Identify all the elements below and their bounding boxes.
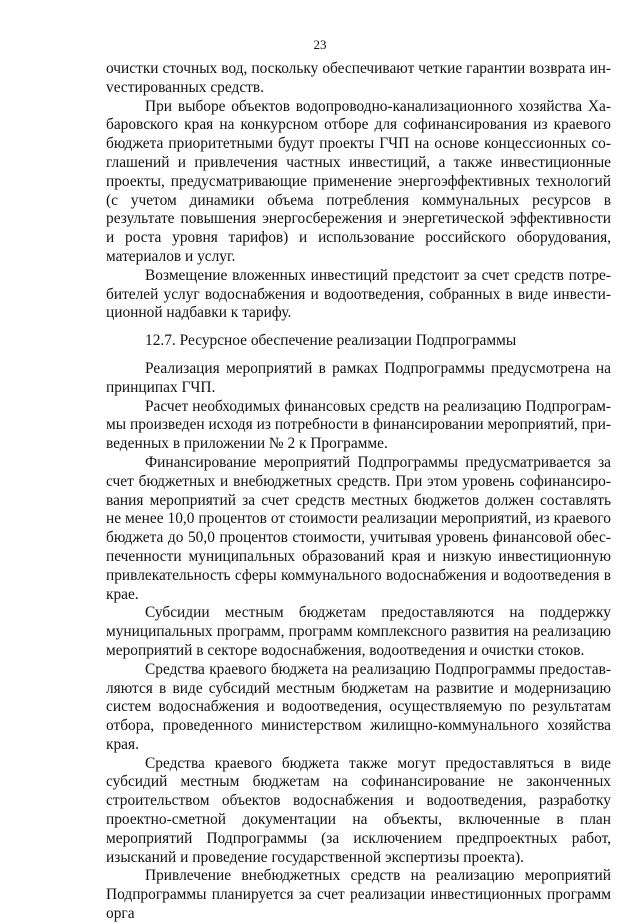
paragraph-investment-recovery: Возмещение вложенных инвестиций предстоит за счет средств потребителей услуг водоснабжения и водоотведения, собранных в виде инвестиционной надбавки к тарифу. <box>106 266 611 322</box>
page-number: 23 <box>313 37 327 52</box>
paragraph-subsidies: Субсидии местным бюджетам предоставляются на поддержку муниципальных программ, программ комплексного развития на реализацию мероприятий в секторе водоснабжения, водоотведения и очистки стоков. <box>106 604 611 659</box>
paragraph-regional-budget: Средства краевого бюджета на реализацию Подпрограммы предоставляются в виде субсидий местным бюджетам на развитие и модернизацию систем водоснабжения и водоотведения, осуществляемую по результатам отбора, проведенного министерством жилищно-коммунального хозяйства края. <box>106 660 611 753</box>
paragraph-cofinancing: Средства краевого бюджета также могут предоставляться в виде субсидий местным бюджетам на софинансирование не законченных строительством объектов водоснабжения и водоотведения, разработку проектно-сметной документации на объекты, включенные в план мероприятий Подпрограммы (за исключением предпроектных работ, изысканий и проведение государственной экспертизы проекта). <box>106 754 611 866</box>
paragraph-extrabudgetary: Привлечение внебюджетных средств на реализацию мероприятий Подпрограммы планируется за счет реализации инвестиционных программ орга <box>106 867 611 923</box>
paragraph-financing-sources: Финансирование мероприятий Подпрограммы предусматривается за счет бюджетных и внебюджетных средств. При этом уровень софинансирования мероприятий за счет средств местных бюджетов должен составлять не менее 10,0 процентов от стоимости реализации мероприятий, из краевого бюджета до 50,0 процентов стоимости, учитывая уровень финансовой обеспеченности муниципальных образований края и низкую инвестиционную привлекательность сферы коммунального водоснабжения и водоотведения в крае. <box>106 453 611 603</box>
section-heading: 12.7. Ресурсное обеспечение реализации Подпрограммы <box>145 332 517 350</box>
paragraph-continuation: очистки сточных вод, поскольку обеспечивают четкие гарантии возврата инvестированных средств. <box>106 60 611 96</box>
paragraph-ppp-principles: Реализация мероприятий в рамках Подпрограммы предусмотрена на принципах ГЧП. <box>106 359 611 396</box>
paragraph-object-selection: При выборе объектов водопроводно-канализационного хозяйства Хабаровского края на конкурсном отборе для софинансирования из краевого бюджета приоритетными будут проекты ГЧП на основе концессионных соглашений и привлечения частных инвестиций, а также инвестиционные проекты, предусматривающие применение энергоэффективных технологий (с учетом динамики объема потребления коммунальных ресурсов в результате повышения энергосбережения и энергетической эффективности и роста уровня тарифов) и использование российского оборудования, материалов и услуг. <box>106 97 611 265</box>
paragraph-funding-calculation: Расчет необходимых финансовых средств на реализацию Подпрограммы произведен исходя из потребности в финансировании мероприятий, приведенных в приложении № 2 к Программе. <box>106 397 611 453</box>
document-body <box>106 60 611 924</box>
